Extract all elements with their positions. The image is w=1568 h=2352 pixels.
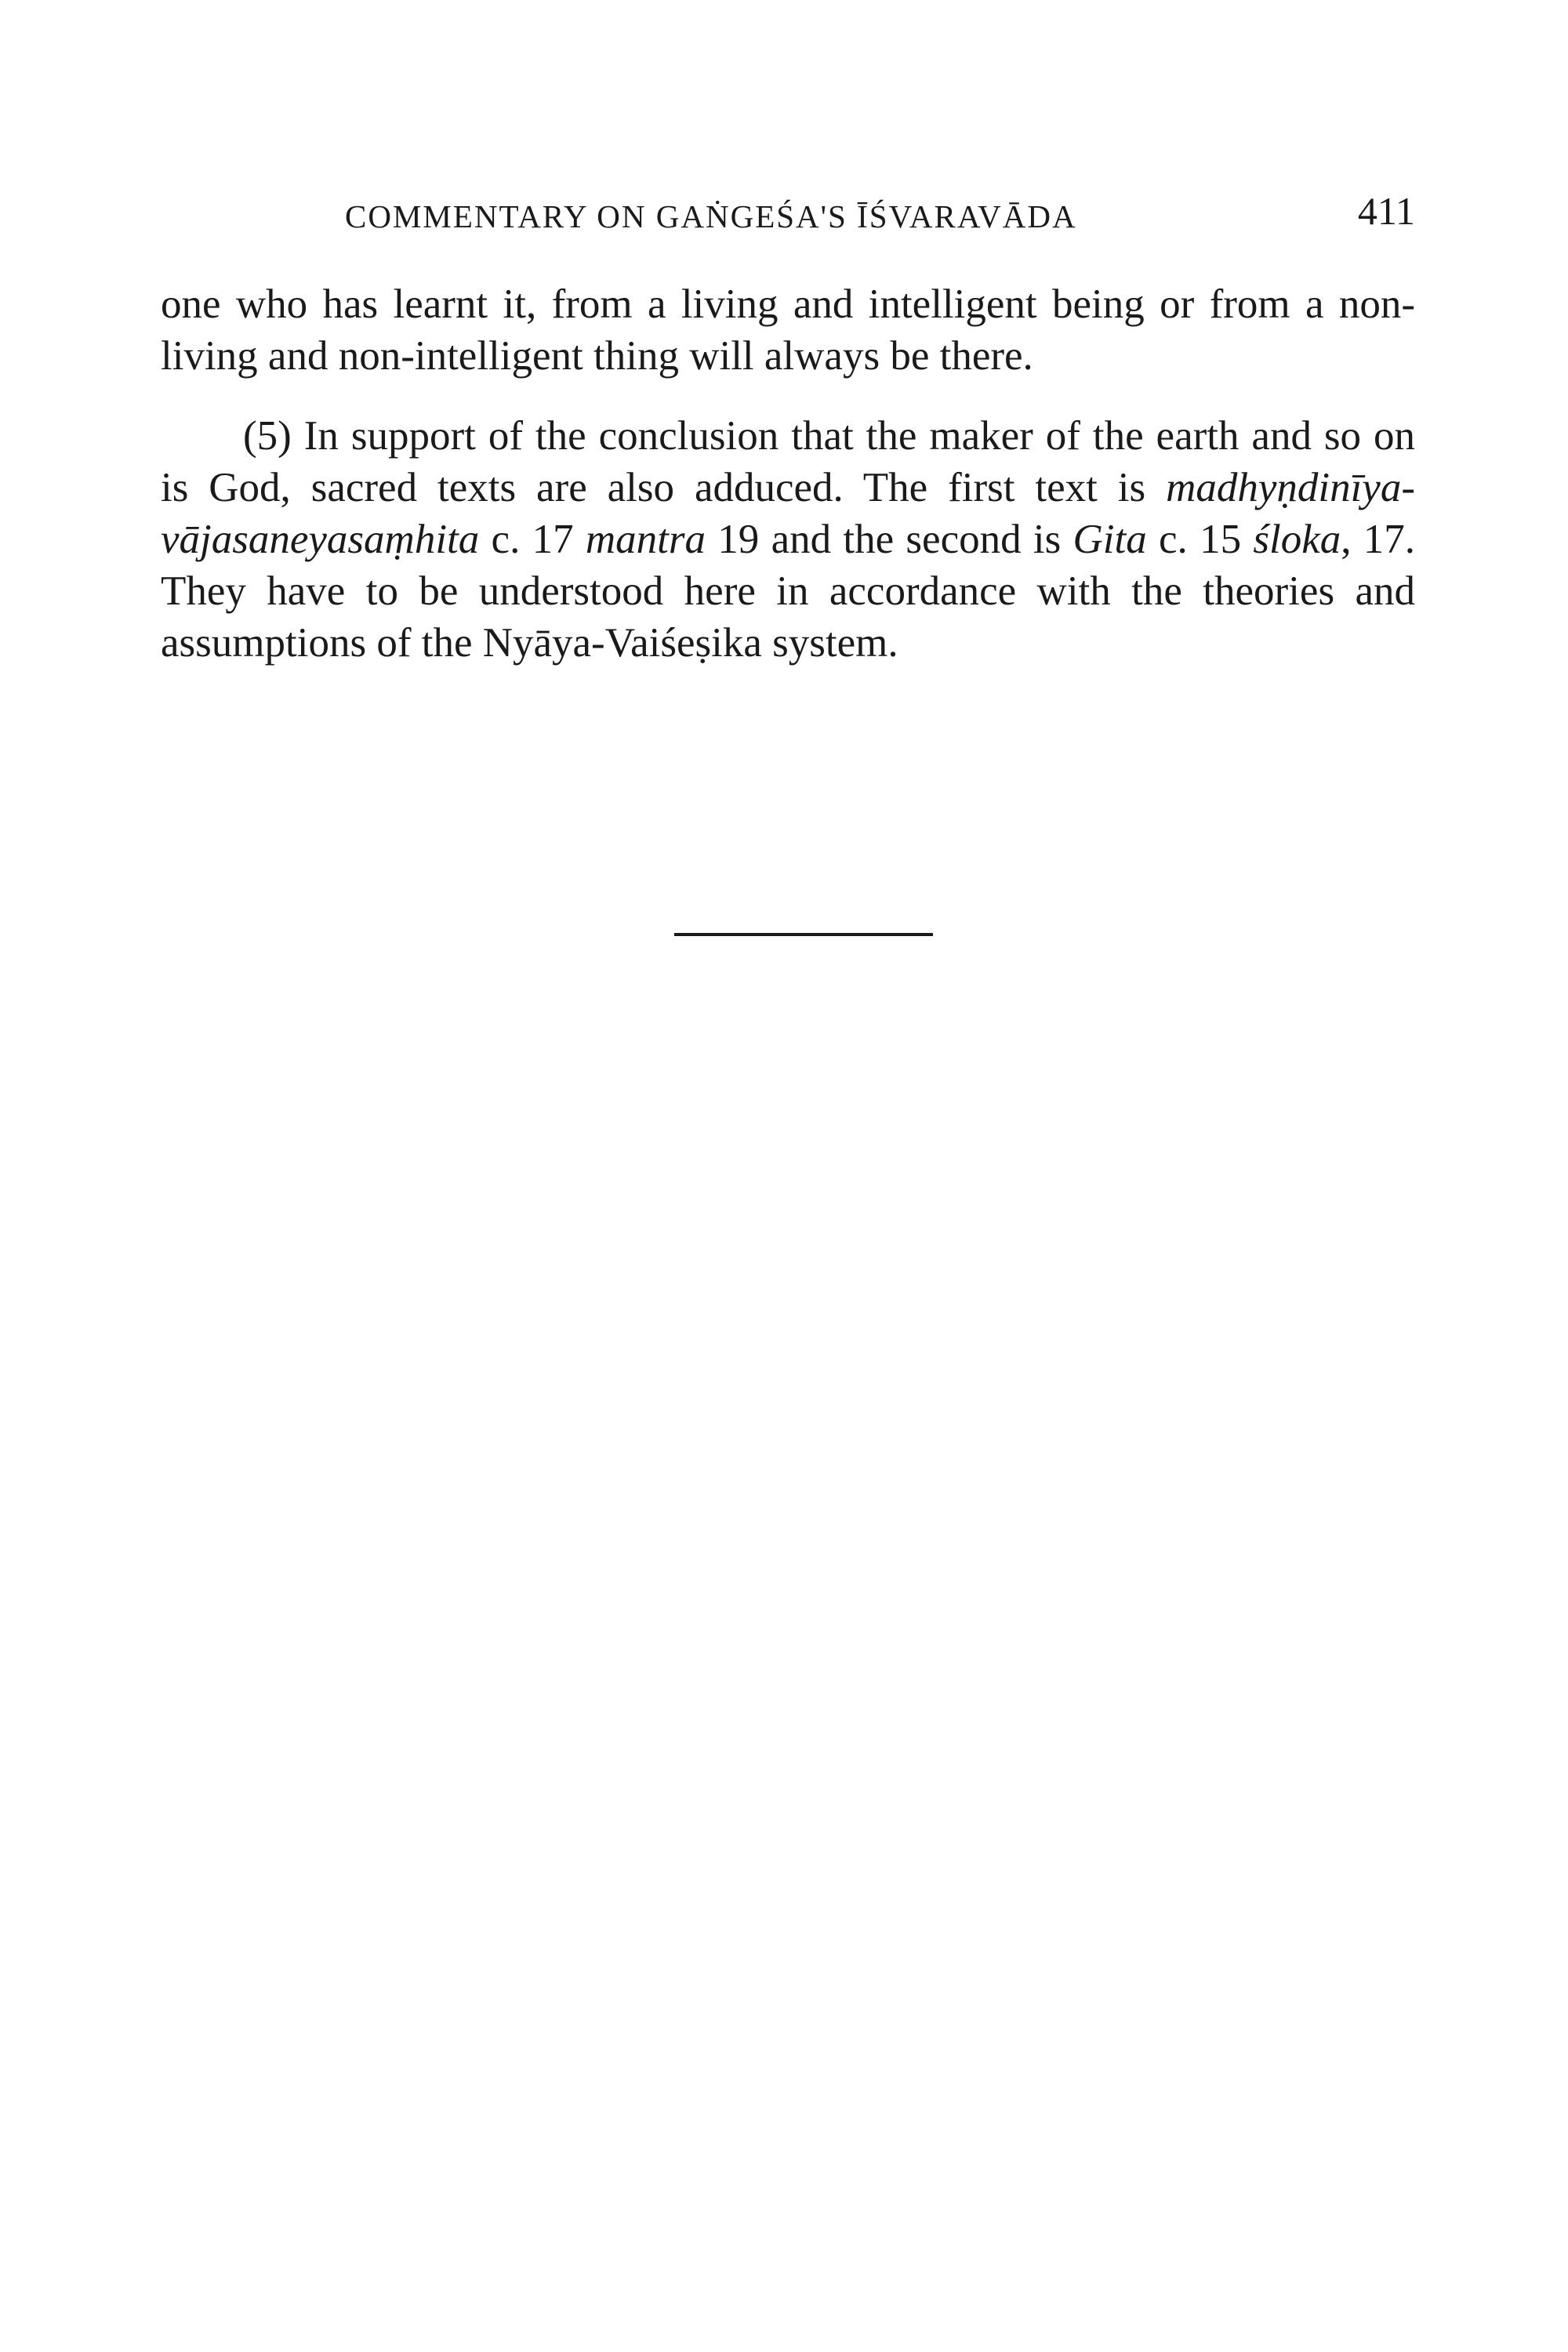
running-head xyxy=(161,188,1415,251)
running-title: COMMENTARY ON GAṄGEŚA'S ĪŚVARAVĀDA xyxy=(345,198,1077,234)
term-mantra: mantra xyxy=(585,517,706,562)
paragraph-5-text-3: 19 and the second is xyxy=(706,517,1073,562)
paragraph-5-text-2: c. 17 xyxy=(479,517,586,562)
body-text xyxy=(161,278,1415,669)
term-sloka: śloka xyxy=(1253,517,1341,562)
text-title-gita: Gita xyxy=(1073,517,1147,562)
text-title-vajasaneyasamhita: madhyṇdinīya-vājasaneyasaṃhita xyxy=(161,465,1415,562)
paragraph-5-text-5: , 17. They have to be understood here in accordance with the theories and assumptions of the Nyāya-Vaiśeṣika system. xyxy=(161,517,1415,666)
page-number: 411 xyxy=(1357,189,1415,233)
paragraph-5 xyxy=(161,410,1415,669)
paragraph-5-text-1: (5) In support of the conclusion that the maker of the earth and so on is God, sacred texts are also adduced. The first text is xyxy=(161,413,1415,510)
end-of-section-rule xyxy=(674,933,933,936)
paragraph-continuation: one who has learnt it, from a living and intelligent being or from a non-living and non-intelligent thing will always be there. xyxy=(161,281,1415,379)
paragraph-5-text-4: c. 15 xyxy=(1146,517,1254,562)
